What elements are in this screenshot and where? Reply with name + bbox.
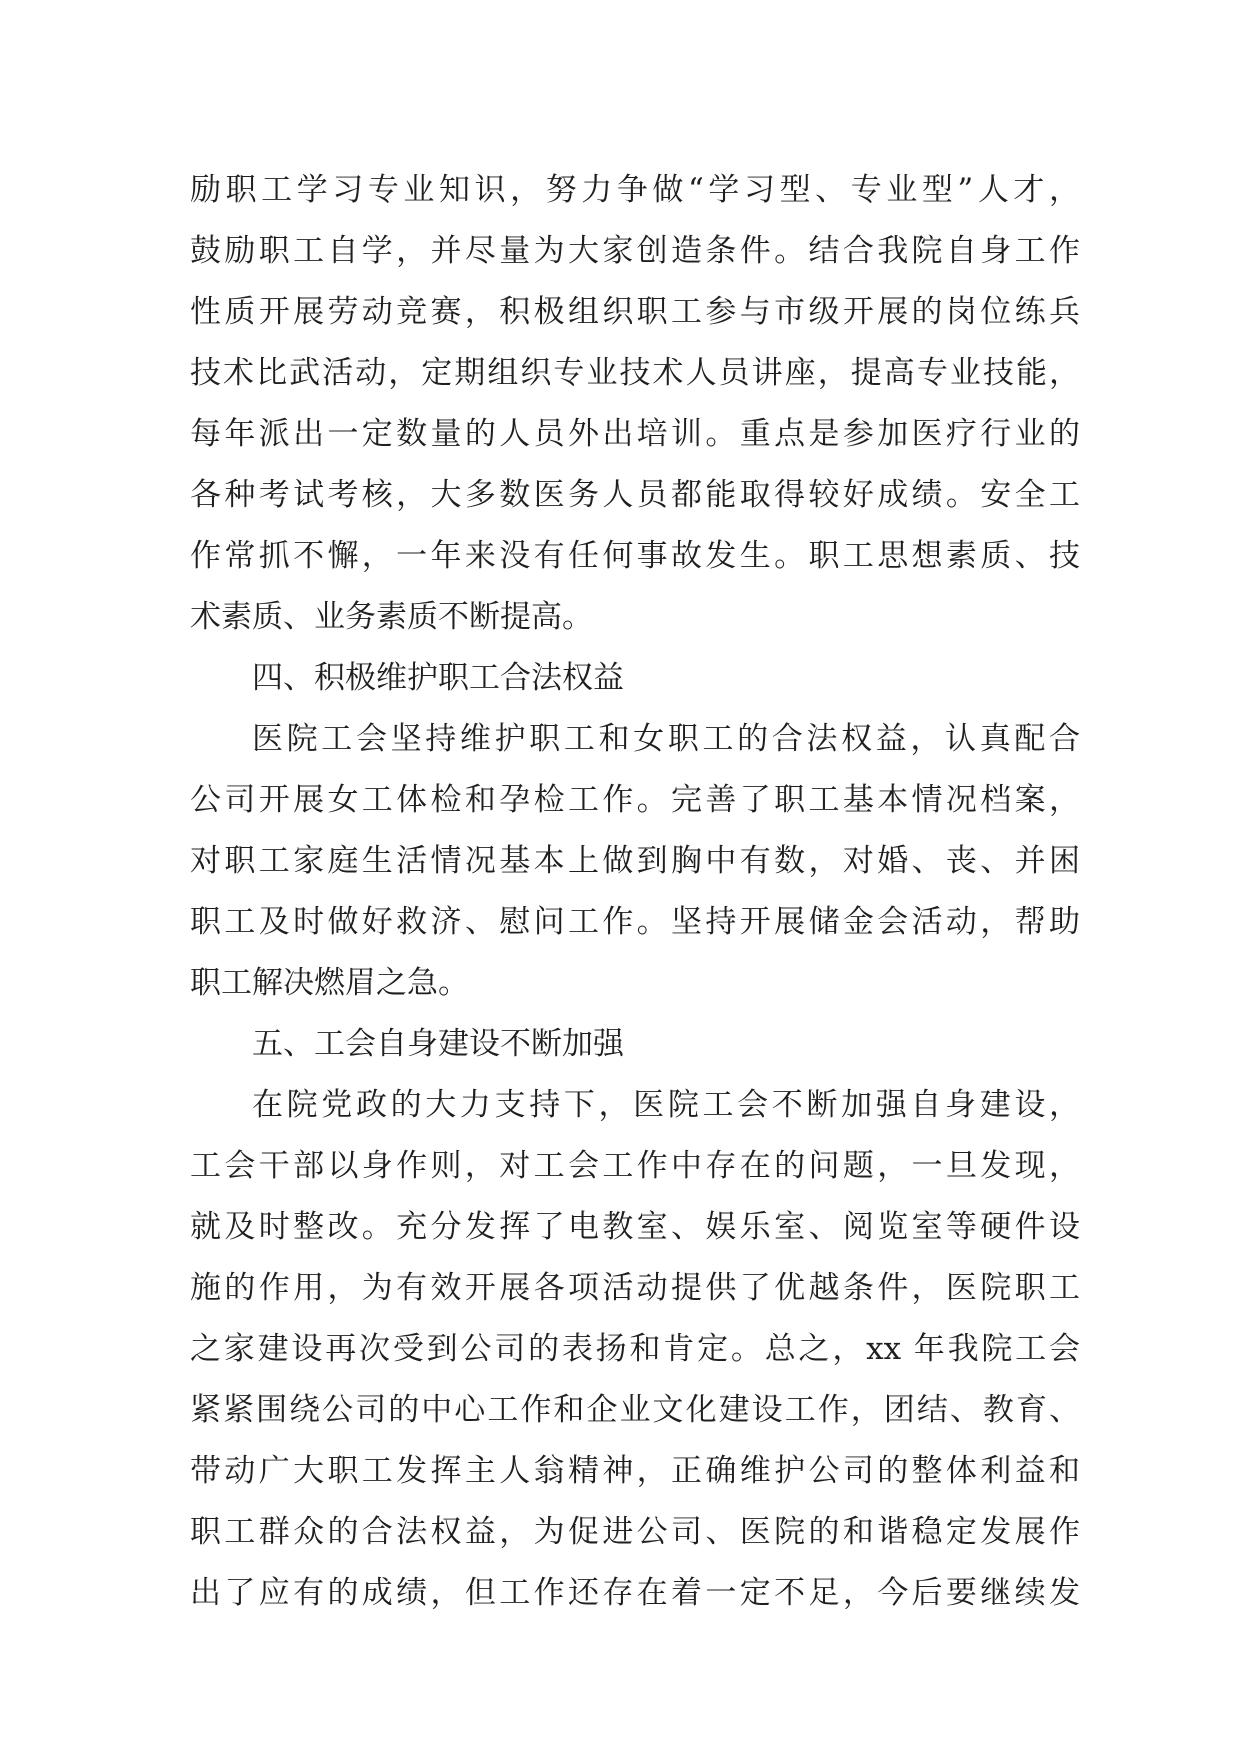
paragraph-line: 医院工会坚持维护职工和女职工的合法权益，认真配合 [252,721,1080,757]
paragraph-line: 职工及时做好救济、慰问工作。坚持开展储金会活动，帮助 [190,904,1080,940]
paragraph-line: 励职工学习专业知识，努力争做“学习型、专业型”人才， [190,172,1080,208]
paragraph-line: 在院党政的大力支持下，医院工会不断加强自身建设， [252,1087,1080,1123]
paragraph-line: 职工群众的合法权益，为促进公司、医院的和谐稳定发展作 [190,1514,1080,1550]
paragraph-line: 性质开展劳动竞赛，积极组织职工参与市级开展的岗位练兵 [190,294,1080,330]
paragraph-line: 工会干部以身作则，对工会工作中存在的问题，一旦发现， [190,1148,1080,1184]
paragraph-line: 施的作用，为有效开展各项活动提供了优越条件，医院职工 [190,1270,1080,1306]
paragraph-line: 鼓励职工自学，并尽量为大家创造条件。结合我院自身工作 [190,233,1080,269]
body-text [190,160,1080,1624]
paragraph-line: 之家建设再次受到公司的表扬和肯定。总之，xx 年我院工会 [190,1331,1080,1367]
section-heading-4: 四、积极维护职工合法权益 [252,660,624,696]
paragraph-line: 术素质、业务素质不断提高。 [190,599,593,635]
paragraph-line: 每年派出一定数量的人员外出培训。重点是参加医疗行业的 [190,416,1080,452]
paragraph-2 [190,709,1080,1014]
paragraph-line: 作常抓不懈，一年来没有任何事故发生。职工思想素质、技 [190,538,1080,574]
paragraph-line: 对职工家庭生活情况基本上做到胸中有数，对婚、丧、并困 [190,843,1080,879]
paragraph-line: 紧紧围绕公司的中心工作和企业文化建设工作，团结、教育、 [190,1392,1080,1428]
paragraph-1 [190,160,1080,648]
paragraph-3 [190,1075,1080,1624]
paragraph-line: 出了应有的成绩，但工作还存在着一定不足，今后要继续发 [190,1575,1080,1611]
section-heading-5: 五、工会自身建设不断加强 [252,1026,624,1062]
paragraph-line: 职工解决燃眉之急。 [190,965,469,1001]
paragraph-line: 带动广大职工发挥主人翁精神，正确维护公司的整体利益和 [190,1453,1080,1489]
paragraph-line: 技术比武活动，定期组织专业技术人员讲座，提高专业技能， [190,355,1080,391]
paragraph-line: 各种考试考核，大多数医务人员都能取得较好成绩。安全工 [190,477,1080,513]
paragraph-line: 就及时整改。充分发挥了电教室、娱乐室、阅览室等硬件设 [190,1209,1080,1245]
paragraph-line: 公司开展女工体检和孕检工作。完善了职工基本情况档案， [190,782,1080,818]
